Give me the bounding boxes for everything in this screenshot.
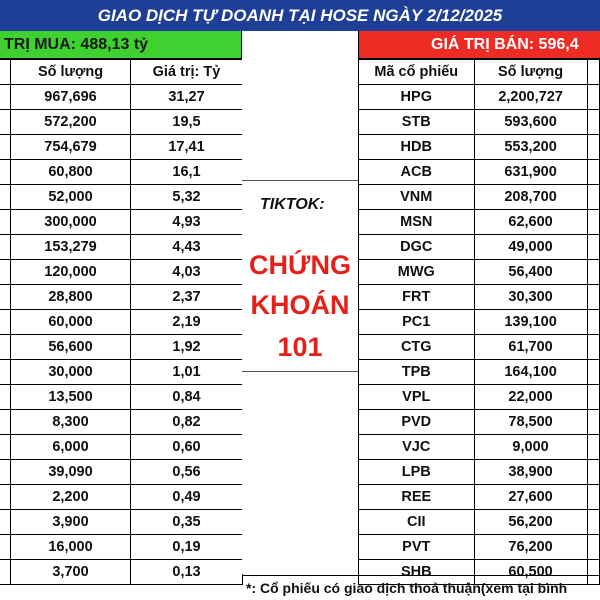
sell-table bbox=[358, 59, 600, 585]
sell-table-row bbox=[359, 160, 600, 185]
buy-code-cell bbox=[0, 360, 11, 385]
sell-volume-cell: 208,700 bbox=[474, 185, 587, 210]
buy-volume-cell: 3,700 bbox=[11, 560, 131, 585]
buy-code-cell bbox=[0, 110, 11, 135]
buy-value-cell: 5,32 bbox=[131, 185, 243, 210]
sell-volume-cell: 593,600 bbox=[474, 110, 587, 135]
sell-total-header bbox=[358, 31, 600, 59]
buy-volume-cell: 28,800 bbox=[11, 285, 131, 310]
sell-volume-cell: 22,000 bbox=[474, 385, 587, 410]
buy-table-row bbox=[0, 560, 243, 585]
sell-total-label: GIÁ TRỊ BÁN: 596,4 bbox=[431, 36, 579, 53]
sell-table-row bbox=[359, 510, 600, 535]
sell-table-row bbox=[359, 260, 600, 285]
buy-code-cell bbox=[0, 460, 11, 485]
buy-table-row bbox=[0, 435, 243, 460]
sell-ticker-cell: FRT bbox=[359, 285, 475, 310]
buy-volume-cell: 39,090 bbox=[11, 460, 131, 485]
sell-value-cell bbox=[587, 85, 599, 110]
sell-ticker-cell: VNM bbox=[359, 185, 475, 210]
buy-table-row bbox=[0, 185, 243, 210]
sell-volume-cell: 631,900 bbox=[474, 160, 587, 185]
buy-value-cell: 4,03 bbox=[131, 260, 243, 285]
buy-code-cell bbox=[0, 535, 11, 560]
buy-table-row bbox=[0, 360, 243, 385]
buy-value-cell: 0,35 bbox=[131, 510, 243, 535]
sell-value-cell bbox=[587, 260, 599, 285]
sell-ticker-cell: MSN bbox=[359, 210, 475, 235]
buy-volume-cell: 56,600 bbox=[11, 335, 131, 360]
sell-ticker-cell: PC1 bbox=[359, 310, 475, 335]
sell-value-cell bbox=[587, 510, 599, 535]
buy-volume-cell: 52,000 bbox=[11, 185, 131, 210]
sell-ticker-cell: SHB bbox=[359, 560, 475, 585]
sell-volume-cell: 553,200 bbox=[474, 135, 587, 160]
buy-code-cell bbox=[0, 310, 11, 335]
buy-code-cell bbox=[0, 160, 11, 185]
sell-table-row bbox=[359, 285, 600, 310]
sell-value-cell bbox=[587, 485, 599, 510]
buy-code-cell bbox=[0, 260, 11, 285]
buy-volume-cell: 30,000 bbox=[11, 360, 131, 385]
sell-volume-header: Số lượng bbox=[474, 60, 587, 85]
sell-volume-cell: 76,200 bbox=[474, 535, 587, 560]
sell-volume-cell: 9,000 bbox=[474, 435, 587, 460]
sell-ticker-cell: PVD bbox=[359, 410, 475, 435]
buy-table-row bbox=[0, 535, 243, 560]
sell-ticker-cell: DGC bbox=[359, 235, 475, 260]
promo-panel bbox=[242, 59, 358, 574]
buy-volume-cell: 572,200 bbox=[11, 110, 131, 135]
sell-ticker-cell: ACB bbox=[359, 160, 475, 185]
buy-table-row bbox=[0, 210, 243, 235]
sell-ticker-cell: HPG bbox=[359, 85, 475, 110]
buy-table-row bbox=[0, 485, 243, 510]
buy-code-cell bbox=[0, 285, 11, 310]
sell-value-cell bbox=[587, 310, 599, 335]
buy-code-cell bbox=[0, 560, 11, 585]
sell-ticker-cell: TPB bbox=[359, 360, 475, 385]
buy-table-row bbox=[0, 135, 243, 160]
sell-table-header-row bbox=[359, 60, 600, 85]
buy-table-row bbox=[0, 335, 243, 360]
sell-table-row bbox=[359, 460, 600, 485]
sell-volume-cell: 62,600 bbox=[474, 210, 587, 235]
buy-volume-cell: 2,200 bbox=[11, 485, 131, 510]
sell-value-cell bbox=[587, 535, 599, 560]
buy-value-cell: 1,01 bbox=[131, 360, 243, 385]
brand-line-3: 101 bbox=[277, 332, 323, 362]
buy-table-header-row bbox=[0, 60, 243, 85]
buy-value-cell: 17,41 bbox=[131, 135, 243, 160]
buy-value-cell: 0,82 bbox=[131, 410, 243, 435]
buy-table-row bbox=[0, 385, 243, 410]
buy-table-row bbox=[0, 260, 243, 285]
sell-volume-cell: 139,100 bbox=[474, 310, 587, 335]
promo-divider-bottom bbox=[242, 371, 358, 372]
sell-value-cell bbox=[587, 335, 599, 360]
buy-code-cell bbox=[0, 85, 11, 110]
buy-value-cell: 31,27 bbox=[131, 85, 243, 110]
sell-ticker-cell: LPB bbox=[359, 460, 475, 485]
sell-value-cell bbox=[587, 435, 599, 460]
buy-value-cell: 0,13 bbox=[131, 560, 243, 585]
buy-table-row bbox=[0, 235, 243, 260]
sell-volume-cell: 27,600 bbox=[474, 485, 587, 510]
buy-value-cell: 1,92 bbox=[131, 335, 243, 360]
buy-value-cell: 0,56 bbox=[131, 460, 243, 485]
sell-ticker-cell: VJC bbox=[359, 435, 475, 460]
buy-volume-cell: 6,000 bbox=[11, 435, 131, 460]
footnote: *: Cổ phiếu có giao dịch thoả thuận(xem tại bình bbox=[242, 575, 600, 600]
buy-value-cell: 4,43 bbox=[131, 235, 243, 260]
buy-table-row bbox=[0, 85, 243, 110]
sell-ticker-cell: REE bbox=[359, 485, 475, 510]
buy-value-cell: 0,49 bbox=[131, 485, 243, 510]
brand-line-2: KHOÁN bbox=[250, 290, 350, 320]
buy-value-cell: 0,60 bbox=[131, 435, 243, 460]
sell-table-row bbox=[359, 360, 600, 385]
buy-value-cell: 19,5 bbox=[131, 110, 243, 135]
buy-volume-cell: 13,500 bbox=[11, 385, 131, 410]
sell-table-row bbox=[359, 235, 600, 260]
sell-volume-cell: 56,200 bbox=[474, 510, 587, 535]
sell-table-row bbox=[359, 110, 600, 135]
brand-line-1: CHỨNG bbox=[249, 250, 351, 280]
buy-value-cell: 0,19 bbox=[131, 535, 243, 560]
buy-code-cell bbox=[0, 235, 11, 260]
sell-value-cell bbox=[587, 360, 599, 385]
buy-table-row bbox=[0, 410, 243, 435]
sell-table-row bbox=[359, 435, 600, 460]
buy-code-cell bbox=[0, 335, 11, 360]
buy-table-row bbox=[0, 285, 243, 310]
sell-table-row bbox=[359, 310, 600, 335]
buy-value-cell: 0,84 bbox=[131, 385, 243, 410]
buy-table-row bbox=[0, 160, 243, 185]
buy-volume-cell: 60,800 bbox=[11, 160, 131, 185]
sell-value-cell bbox=[587, 185, 599, 210]
buy-table bbox=[0, 59, 243, 585]
sell-value-header-cell bbox=[587, 60, 599, 85]
buy-total-label: TRỊ MUA: 488,13 tỷ bbox=[4, 36, 149, 53]
sell-volume-cell: 49,000 bbox=[474, 235, 587, 260]
sell-value-cell bbox=[587, 235, 599, 260]
sell-volume-cell: 56,400 bbox=[474, 260, 587, 285]
sell-ticker-cell: STB bbox=[359, 110, 475, 135]
sell-table-row bbox=[359, 335, 600, 360]
sell-value-cell bbox=[587, 135, 599, 160]
buy-code-cell bbox=[0, 385, 11, 410]
sell-volume-cell: 60,500 bbox=[474, 560, 587, 585]
sell-volume-cell: 164,100 bbox=[474, 360, 587, 385]
buy-volume-cell: 153,279 bbox=[11, 235, 131, 260]
sell-ticker-cell: PVT bbox=[359, 535, 475, 560]
sell-volume-cell: 30,300 bbox=[474, 285, 587, 310]
buy-volume-cell: 120,000 bbox=[11, 260, 131, 285]
buy-value-cell: 2,19 bbox=[131, 310, 243, 335]
sell-table-row bbox=[359, 385, 600, 410]
sell-value-cell bbox=[587, 385, 599, 410]
buy-volume-cell: 754,679 bbox=[11, 135, 131, 160]
buy-value-cell: 16,1 bbox=[131, 160, 243, 185]
buy-volume-cell: 3,900 bbox=[11, 510, 131, 535]
sell-volume-cell: 61,700 bbox=[474, 335, 587, 360]
page-title: GIAO DỊCH TỰ DOANH TẠI HOSE NGÀY 2/12/2025 bbox=[0, 0, 600, 31]
buy-code-cell bbox=[0, 410, 11, 435]
sell-ticker-cell: CII bbox=[359, 510, 475, 535]
sell-table-row bbox=[359, 210, 600, 235]
buy-total-header bbox=[0, 31, 242, 59]
buy-code-cell bbox=[0, 485, 11, 510]
buy-volume-header: Số lượng bbox=[11, 60, 131, 85]
buy-volume-cell: 8,300 bbox=[11, 410, 131, 435]
promo-divider-top bbox=[242, 180, 358, 181]
sell-value-cell bbox=[587, 460, 599, 485]
buy-volume-cell: 60,000 bbox=[11, 310, 131, 335]
buy-volume-cell: 300,000 bbox=[11, 210, 131, 235]
sell-ticker-cell: HDB bbox=[359, 135, 475, 160]
sell-ticker-cell: VPL bbox=[359, 385, 475, 410]
buy-volume-cell: 967,696 bbox=[11, 85, 131, 110]
sell-volume-cell: 2,200,727 bbox=[474, 85, 587, 110]
buy-table-row bbox=[0, 460, 243, 485]
sell-value-cell bbox=[587, 285, 599, 310]
sell-table-row bbox=[359, 185, 600, 210]
sell-volume-cell: 38,900 bbox=[474, 460, 587, 485]
sell-ticker-cell: CTG bbox=[359, 335, 475, 360]
sell-table-row bbox=[359, 485, 600, 510]
buy-code-cell bbox=[0, 435, 11, 460]
sell-value-cell bbox=[587, 410, 599, 435]
sell-value-cell bbox=[587, 210, 599, 235]
buy-table-row bbox=[0, 110, 243, 135]
sell-table-row bbox=[359, 535, 600, 560]
sell-table-row bbox=[359, 85, 600, 110]
sell-table-row bbox=[359, 410, 600, 435]
buy-code-cell bbox=[0, 135, 11, 160]
buy-code-cell bbox=[0, 510, 11, 535]
buy-value-cell: 2,37 bbox=[131, 285, 243, 310]
sell-value-cell bbox=[587, 160, 599, 185]
sell-ticker-cell: MWG bbox=[359, 260, 475, 285]
buy-value-cell: 4,93 bbox=[131, 210, 243, 235]
buy-code-cell bbox=[0, 185, 11, 210]
buy-code-header-cell bbox=[0, 60, 11, 85]
buy-table-row bbox=[0, 510, 243, 535]
sell-volume-cell: 78,500 bbox=[474, 410, 587, 435]
tiktok-label: TIKTOK: bbox=[260, 196, 325, 213]
sell-ticker-header: Mã cổ phiếu bbox=[359, 60, 475, 85]
buy-table-row bbox=[0, 310, 243, 335]
buy-volume-cell: 16,000 bbox=[11, 535, 131, 560]
buy-value-header: Giá trị: Tỷ bbox=[131, 60, 243, 85]
sell-table-row bbox=[359, 135, 600, 160]
sell-value-cell bbox=[587, 110, 599, 135]
buy-code-cell bbox=[0, 210, 11, 235]
